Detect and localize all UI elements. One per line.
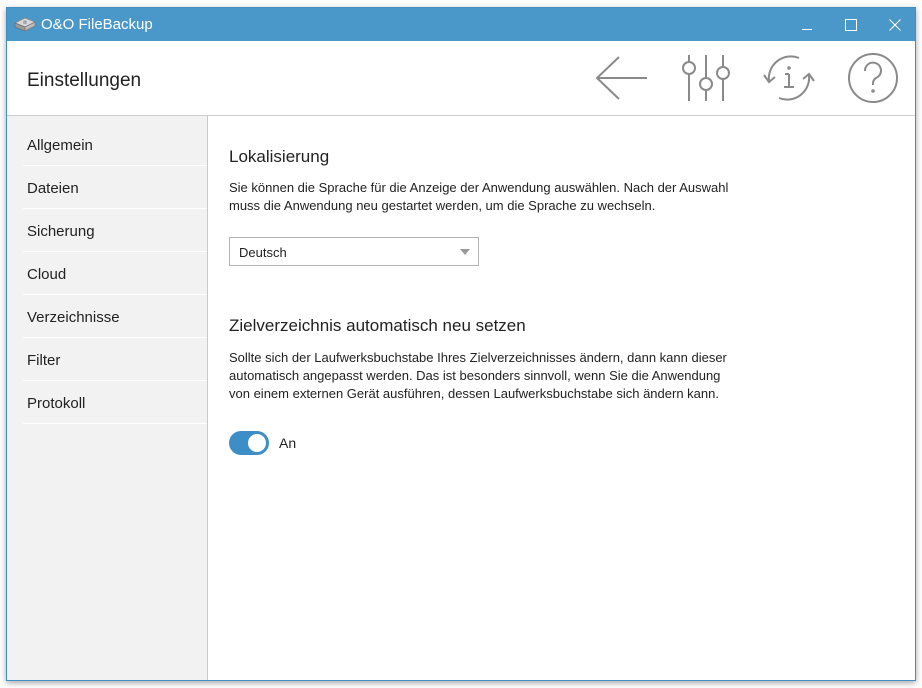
help-button[interactable] bbox=[843, 51, 903, 105]
settings-button[interactable] bbox=[675, 51, 735, 105]
app-window bbox=[6, 7, 916, 681]
app-drive-icon bbox=[13, 15, 37, 33]
sidebar-item-dateien[interactable] bbox=[23, 167, 207, 209]
window-title: O&O FileBackup bbox=[41, 16, 153, 33]
info-button[interactable] bbox=[759, 51, 819, 105]
toggle-knob bbox=[248, 434, 266, 452]
sidebar-item-label: Sicherung bbox=[27, 223, 95, 240]
page-header bbox=[7, 41, 915, 116]
sidebar-item-label: Allgemein bbox=[27, 137, 93, 154]
auto-target-title: Zielverzeichnis automatisch neu setzen bbox=[229, 316, 526, 335]
arrow-left-icon bbox=[591, 51, 651, 105]
localization-title: Lokalisierung bbox=[229, 147, 330, 166]
settings-content bbox=[208, 116, 915, 681]
auto-target-toggle[interactable] bbox=[229, 431, 269, 455]
localization-description: Sie können die Sprache für die Anzeige der Anwendung auswählen. Nach der Auswahl muss die Anwendung neu gestartet werden, um die Sprache zu wechseln. bbox=[229, 180, 729, 213]
sidebar-item-label: Filter bbox=[27, 352, 61, 369]
close-icon bbox=[889, 19, 901, 31]
auto-target-description: Sollte sich der Laufwerksbuchstabe Ihres Zielverzeichnisses ändern, dann kann dieser automatisch angepasst werden. Das ist besonders sinnvoll, wenn Sie die Anwendung von einem externen Gerät ausführen, dessen Laufwerksbuchstabe sich ändern kann. bbox=[229, 350, 727, 401]
sidebar-item-protokoll[interactable] bbox=[23, 382, 207, 424]
maximize-icon bbox=[845, 19, 857, 31]
sidebar-item-filter[interactable] bbox=[23, 339, 207, 381]
sidebar-item-label: Cloud bbox=[27, 266, 67, 283]
info-refresh-icon bbox=[759, 51, 819, 105]
language-select[interactable] bbox=[229, 237, 479, 266]
sidebar-item-verzeichnisse[interactable] bbox=[23, 296, 207, 338]
sidebar-item-allgemein[interactable] bbox=[23, 124, 207, 166]
chevron-down-icon bbox=[460, 249, 470, 255]
minimize-button[interactable] bbox=[785, 8, 829, 41]
sidebar-item-label: Protokoll bbox=[27, 395, 86, 412]
sidebar-item-label: Verzeichnisse bbox=[27, 309, 120, 326]
sliders-icon bbox=[675, 51, 735, 105]
close-button[interactable] bbox=[873, 8, 916, 41]
sidebar-item-label: Dateien bbox=[27, 180, 79, 197]
toggle-state-label: An bbox=[279, 435, 297, 451]
minimize-icon bbox=[801, 19, 813, 31]
question-icon bbox=[843, 51, 903, 105]
title-bar[interactable] bbox=[7, 8, 915, 41]
page-title: Einstellungen bbox=[27, 70, 142, 91]
sidebar bbox=[7, 116, 208, 681]
back-button[interactable] bbox=[591, 51, 651, 105]
sidebar-item-cloud[interactable] bbox=[23, 253, 207, 295]
language-selected-value: Deutsch bbox=[239, 245, 287, 260]
maximize-button[interactable] bbox=[829, 8, 873, 41]
sidebar-item-sicherung[interactable] bbox=[23, 210, 207, 252]
